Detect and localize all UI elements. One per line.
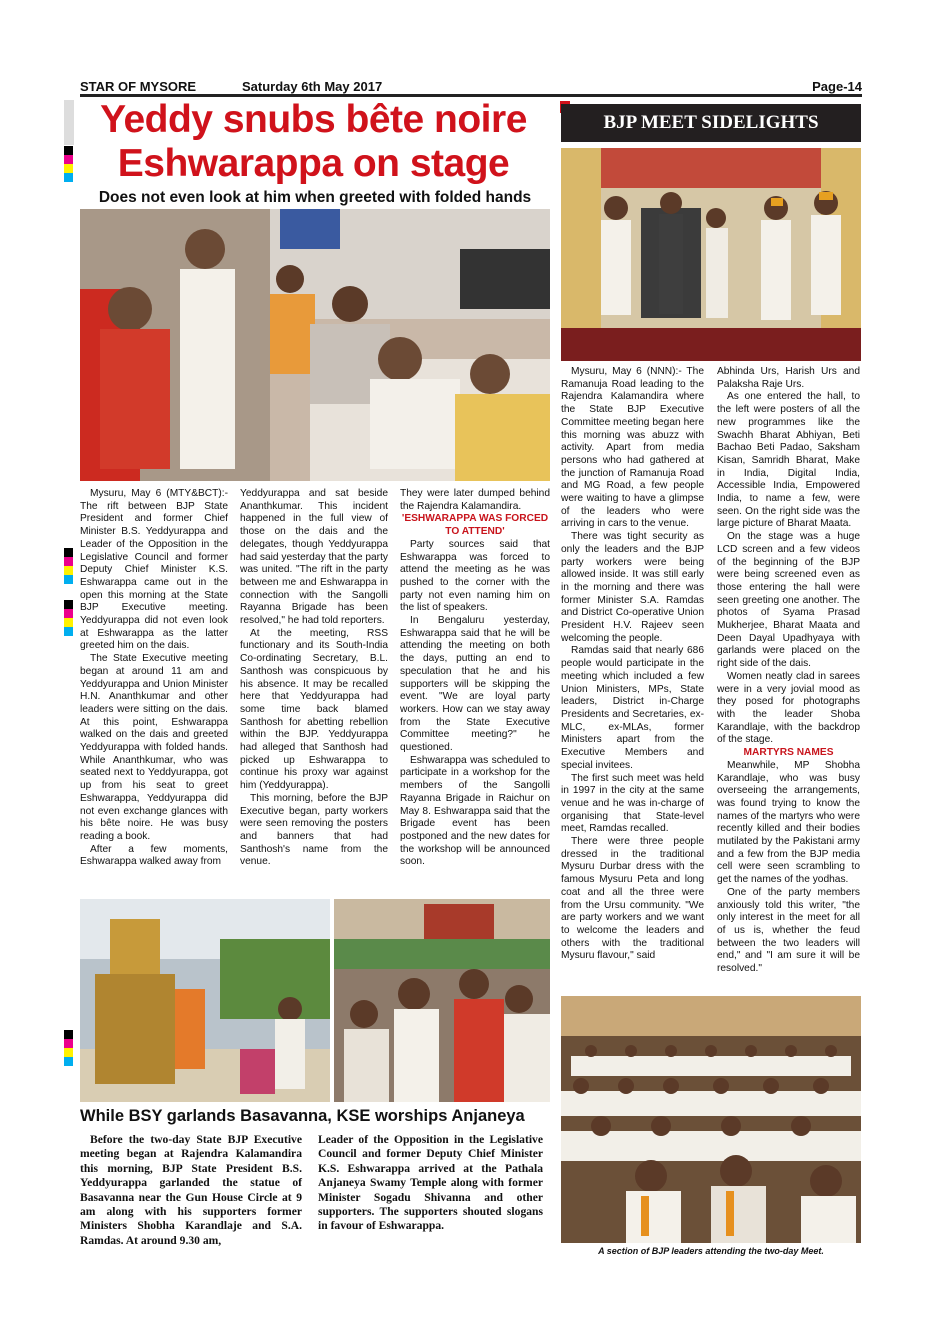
paragraph: Meanwhile, MP Shobha Karandlaje, who was busy overseeing the arrangements, was found trying to know the names of the martyrs who were recently killed and their bodies mutilated by the Pakistani army and a few from the BJP media cell were seen scrambling to get the names of the yodhas. xyxy=(717,759,860,886)
paragraph: As one entered the hall, to the left were posters of all the new programmes like the Swachh Bharat Abhiyan, Beti Bachao Beti Padao, Saksham Kisan, Samridh Bharat, Make in India, Digital India, Accessible India, Empowered India, to name a few, were seen. On the right side was the large picture of Bharat Maata. xyxy=(717,391,860,530)
section-subhead: MARTYRS NAMES xyxy=(743,747,834,759)
paragraph: There were three people dressed in the traditional Mysuru Durbar dress with the famous Mysuru Peta and long coat and all the three were from the Ursu community. "We are party workers and we want to welcome the leaders and others with the traditional Mysuru flavour," said xyxy=(561,836,704,962)
paragraph: Ramdas said that nearly 686 people would participate in the meeting which included a few Union Ministers, MPs, State leaders, District in-Charge Presidents and Secretaries, ex-MLC, ex-MLAs, former Ministers apart from the Executive Members and special invitees. xyxy=(561,645,704,771)
color-registration-mark xyxy=(64,548,73,584)
section-subhead: 'ESHWARAPPA WAS FORCED TO ATTEND' xyxy=(401,513,549,538)
audience-photo xyxy=(561,996,861,1243)
paragraph: Yeddyurappa and sat beside Ananthkumar. This incident happened in the full view of those on the dais and the delegates, though Yeddyurappa had said yesterday that the party was united. "The rift in the party between me and Eshwarappa in connection with the Sangolli Rayanna Brigade has been resolved," he had told reporters. xyxy=(240,488,388,627)
headline-line-1: Yeddy snubs bête noire xyxy=(100,98,527,141)
margin-strip xyxy=(64,100,74,145)
paragraph: This morning, before the BJP Executive began, party workers were seen removing the posters and banners that had Santhosh's name from the venue. xyxy=(240,792,388,868)
main-story-column-3 xyxy=(400,488,550,869)
main-story-column-2 xyxy=(240,488,388,869)
issue-date: Saturday 6th May 2017 xyxy=(242,79,383,94)
paragraph: One of the party members anxiously told this writer, "the only interest in the meet for all of us is, whether the feud between the two leaders will end," and "I am sure it will be resolved." xyxy=(717,886,860,975)
paragraph: After a few moments, Eshwarappa walked away from xyxy=(80,843,228,868)
paragraph: Women neatly clad in sarees were in a very jovial mood as they posed for photographs with the leader Shoba Karandlaje, with the backdrop of the stage. xyxy=(717,670,860,746)
main-photo xyxy=(80,209,550,481)
color-registration-mark xyxy=(64,146,73,182)
photo-caption: A section of BJP leaders attending the two-day Meet. xyxy=(598,1246,824,1256)
paragraph: There was tight security as only the leaders and the BJP party workers were being allowed inside. It was still early in the morning and there was former Minister S.A. Ramdas and District Co-operative Union President H.V. Rajeev seen welcoming the people. xyxy=(561,531,704,644)
paragraph: The State Executive meeting began at around 11 am and Yeddyurappa and Union Minister H.N. Ananthkumar and other leaders were sitting on the dais. At this point, Eshwarappa walked on the dais and greeted Yeddyurappa with folded hands. While Ananthkumar, who was seated next to Yeddyurappa, got up from his seat to greet Eshwarappa, Yeddyurappa did not even exchange glances with his bête noire. He was busy reading a book. xyxy=(80,653,228,842)
page-number: Page-14 xyxy=(812,79,862,94)
paragraph: They were later dumped behind the Rajendra Kalamandira. xyxy=(400,488,550,512)
garland-story-column-1 xyxy=(80,1133,302,1248)
venue-entrance-photo xyxy=(561,148,861,361)
garland-story-headline: While BSY garlands Basavanna, KSE worships Anjaneya xyxy=(80,1107,525,1125)
paragraph: In Bengaluru yesterday, Eshwarappa said that he will be attending the meeting on both the days, putting an end to speculation that he and his supporters will be skipping the event. "We are loyal party workers. How can we stay away from the State Executive Committee meeting?" he questioned. xyxy=(400,615,550,754)
basavanna-statue-photo xyxy=(80,899,330,1102)
paragraph: Before the two-day State BJP Executive meeting began at Rajendra Kalamandira this morning, BJP State President B.S. Yeddyurappa garlanded the statue of Basavanna near the Gun House Circle at 9 am along with his supporters former Ministers Shobha Karandlaje and S.A. Ramdas. At around 9.30 am, xyxy=(80,1133,302,1247)
sidelights-column-1 xyxy=(561,366,704,963)
main-story-column-1 xyxy=(80,488,228,869)
paragraph: At the meeting, RSS functionary and its South-India Co-ordinating Secretary, B.L. Santhosh was conspicuous by his absence. It may be recalled here that Yeddyurappa had some time back blamed Santhosh for abetting rebellion within the BJP. Yeddyurappa had alleged that Santhosh had picked up Eshwarappa to continue his proxy war against him (Yeddyurappa). xyxy=(240,627,388,792)
paragraph: The first such meet was held in 1997 in the city at the same venue and he was in-charge of organising that State-level meet, Ramdas recalled. xyxy=(561,772,704,835)
paragraph: Mysuru, May 6 (NNN):- The Ramanuja Road leading to the Rajendra Kalamandira where the State BJP Executive Committee meeting began here this morning was abuzz with activity. Apart from media persons who had gathered at the junction of Ramanuja Road and MG Road, a few people were waiting to have a glimpse of the leaders who were arriving in cars to the venue. xyxy=(561,366,704,530)
anjaneya-temple-photo xyxy=(334,899,550,1102)
headline-line-2: Eshwarappa on stage xyxy=(117,142,510,185)
paragraph: Abhinda Urs, Harish Urs and Palaksha Raje Urs. xyxy=(717,366,860,390)
sidelights-column-2 xyxy=(717,366,860,976)
color-registration-mark xyxy=(64,1030,73,1066)
paragraph: On the stage was a huge LCD screen and a few videos of the beginning of the BJP were being screened even as those entering the hall were seen greeting one another. The photos of Syama Prasad Mukherjee, Bharat Maata and Deen Dayal Upadhyaya with garlands were placed on the right side of the dais. xyxy=(717,531,860,670)
paragraph: Party sources said that Eshwarappa was forced to attend the meeting as he was pushed to the corner with the party not even naming him on the list of speakers. xyxy=(400,538,550,614)
sidelights-banner: BJP MEET SIDELIGHTS xyxy=(561,104,861,142)
header-rule xyxy=(80,94,862,97)
subheadline: Does not even look at him when greeted with folded hands xyxy=(98,189,532,206)
color-registration-mark xyxy=(64,600,73,636)
paragraph: Mysuru, May 6 (MTY&BCT):- The rift between BJP State President and former Chief Minister B.S. Yeddyurappa and Leader of the Opposition in the Legislative Council and former Deputy Chief Minister K.S. Eshwarappa came out in the open this morning at the State BJP Executive meeting. Yeddyurappa did not even look at Eshwarappa as the latter greeted him on the dais. xyxy=(80,488,228,652)
newspaper-name: STAR OF MYSORE xyxy=(80,79,197,94)
paragraph: Leader of the Opposition in the Legislative Council and former Deputy Chief Minister K.S. Eshwarappa arrived at the Pathala Anjaneya Swamy Temple along with former Minister Sogadu Shivanna and other supporters. The supporters shouted slogans in favour of Eshwarappa. xyxy=(318,1133,543,1233)
paragraph: Eshwarappa was scheduled to participate in a workshop for the members of the Sangolli Rayanna Brigade in Raichur on May 8. Eshwarappa said that the Brigade event has been postponed and the new dates for the workshop will be announced soon. xyxy=(400,754,550,868)
garland-story-column-2 xyxy=(318,1133,543,1234)
